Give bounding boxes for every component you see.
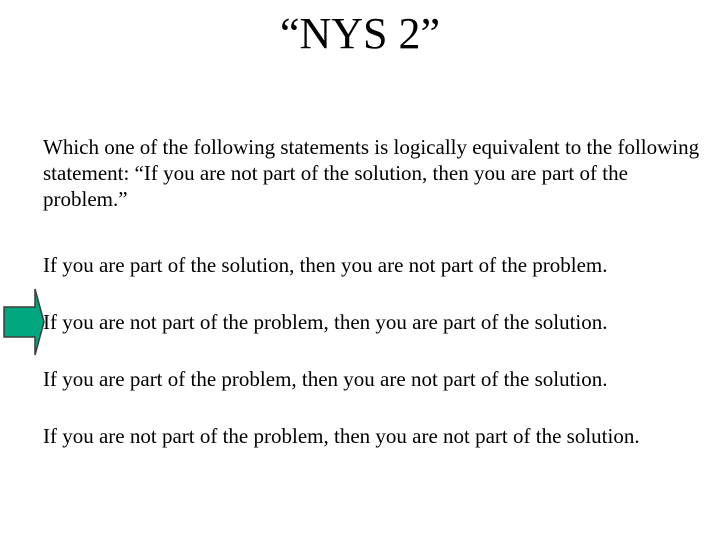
slide-title: “NYS 2” — [279, 9, 441, 58]
answer-option[interactable]: If you are part of the solution, then you are not part of the problem. — [43, 253, 608, 277]
answer-option[interactable]: If you are part of the problem, then you are not part of the solution. — [43, 367, 608, 391]
arrow-pointer-icon — [3, 288, 45, 356]
question-text: Which one of the following statements is logically equivalent to the following statement: “If you are not part of the solution, then you are part of the problem.” — [43, 135, 700, 211]
answer-option[interactable]: If you are not part of the problem, then you are not part of the solution. — [43, 424, 640, 448]
answer-option-selected[interactable]: If you are not part of the problem, then you are part of the solution. — [43, 310, 608, 334]
